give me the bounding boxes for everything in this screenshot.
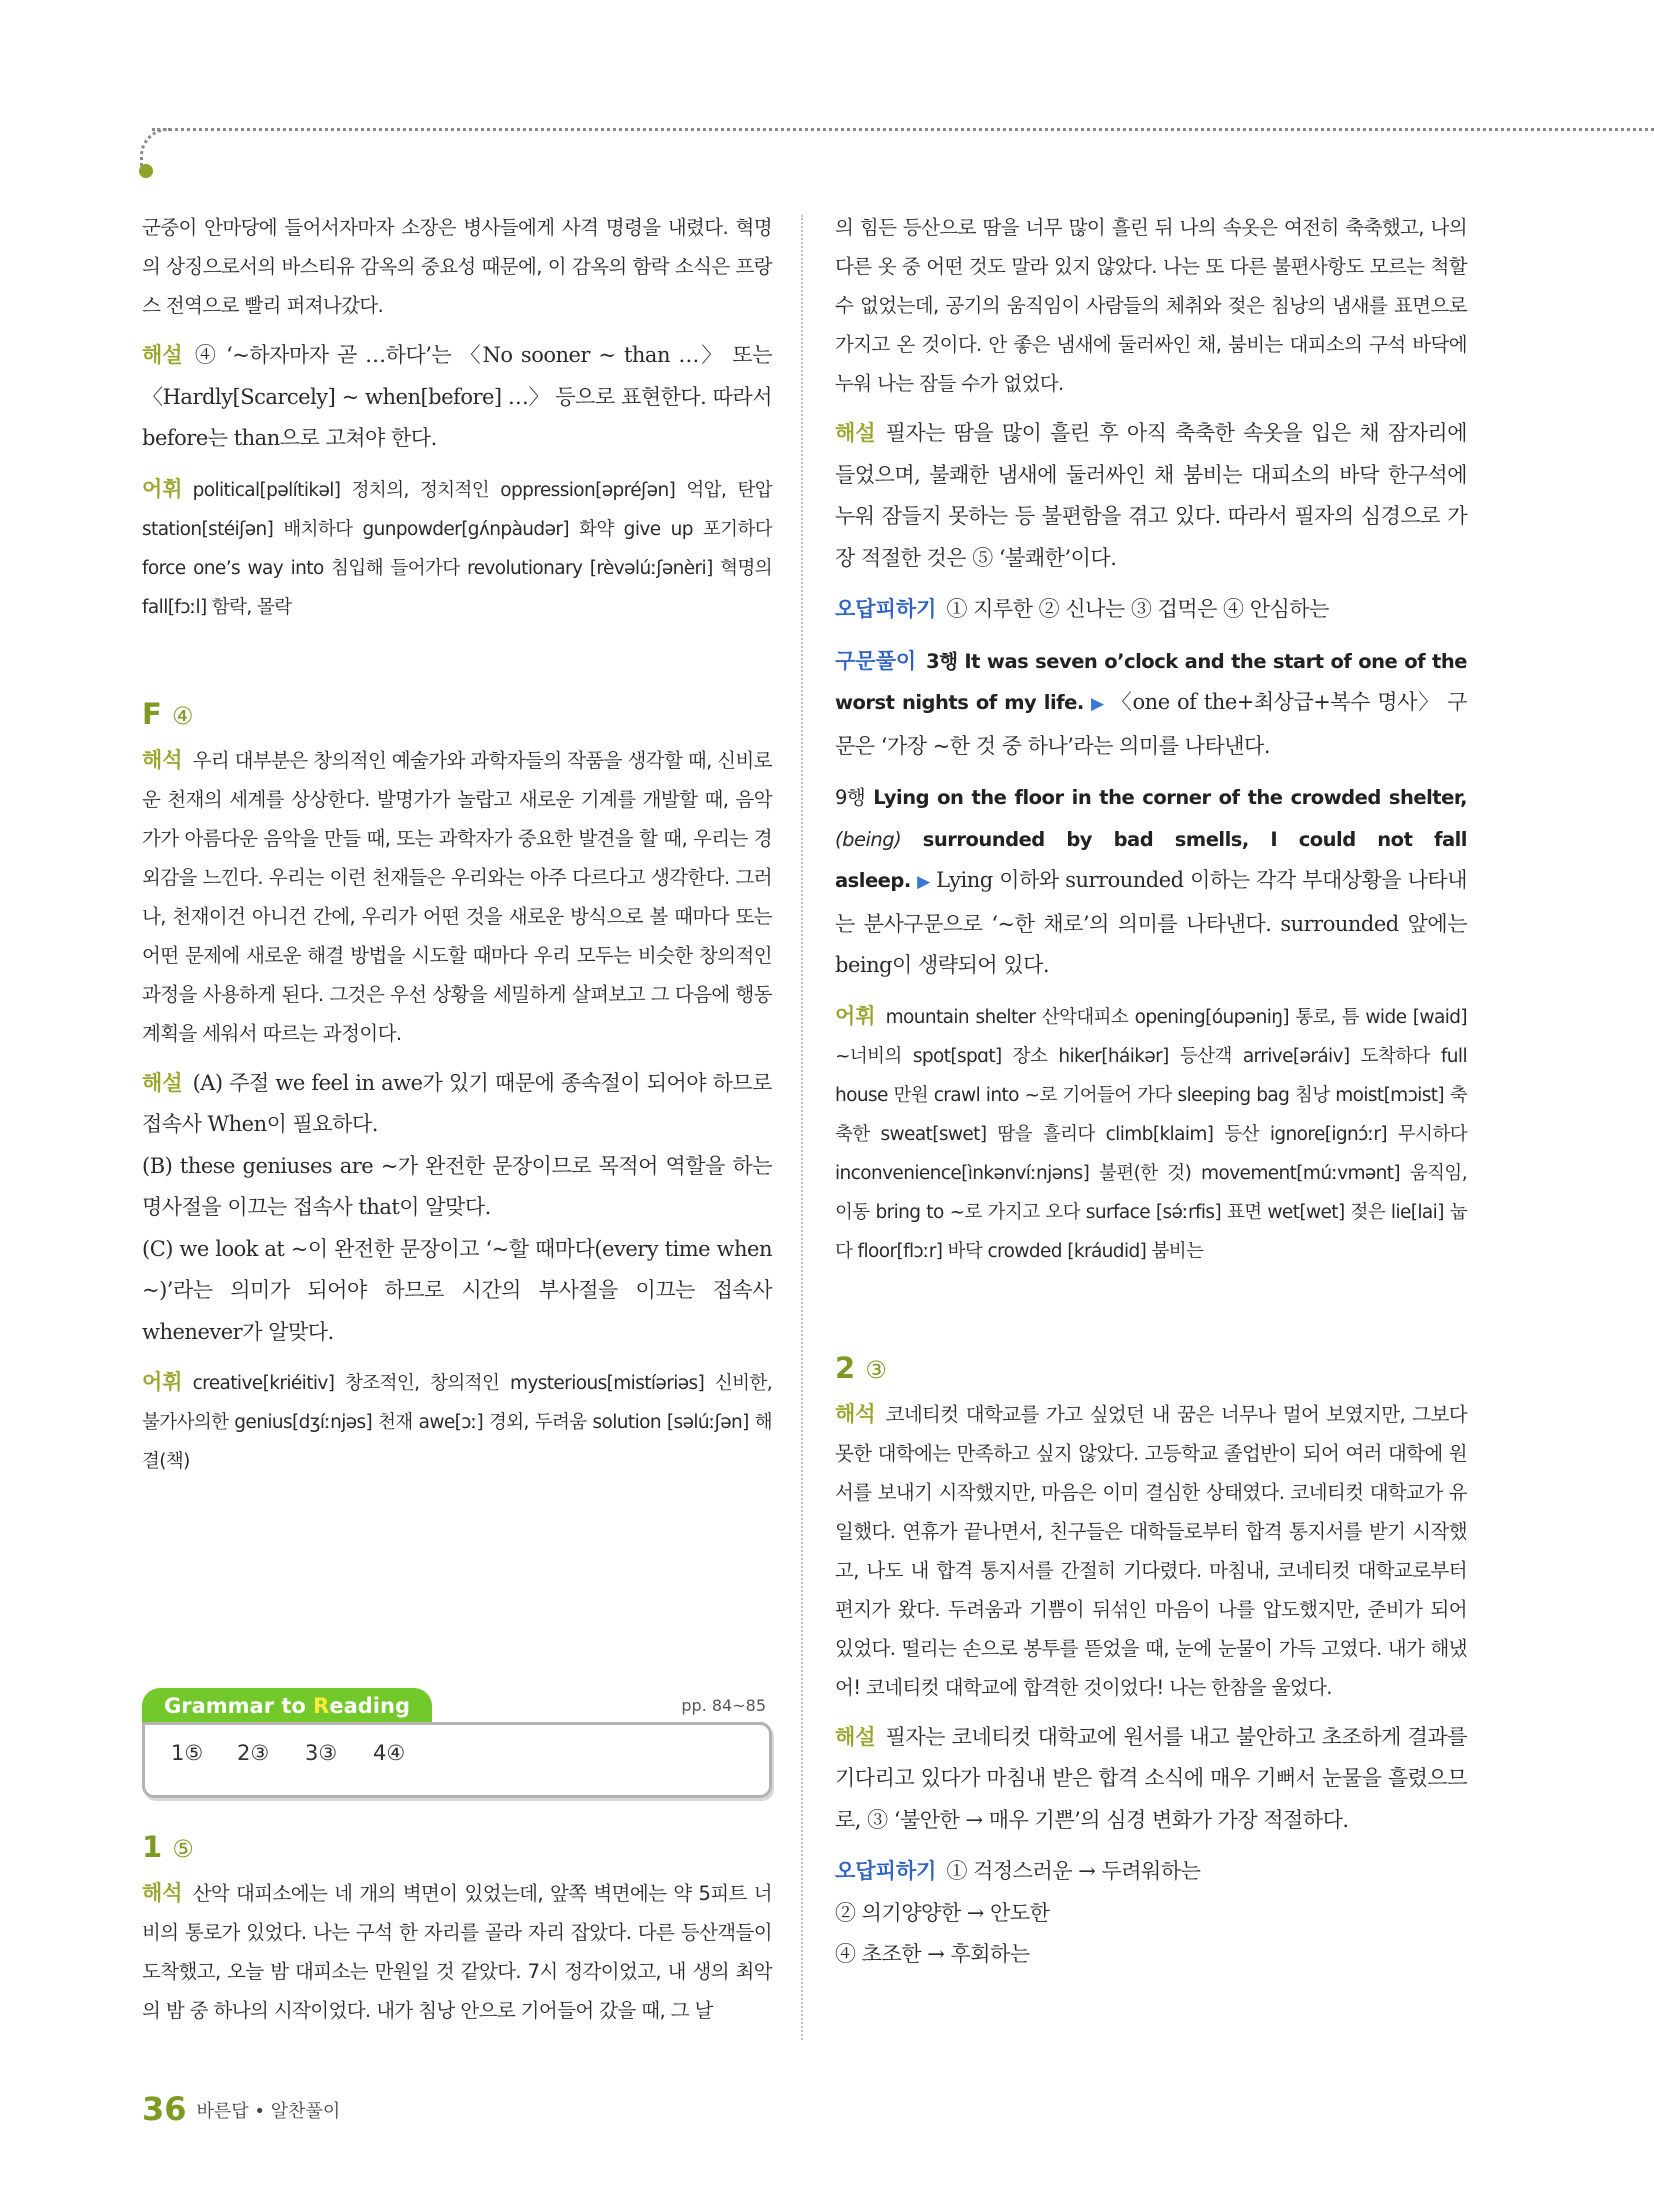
answer-key-item: 3③ [305, 1741, 338, 1765]
header-dot-ornament [139, 164, 153, 178]
q2-wrong-answer-2: ② 의기양양한 → 안도한 [835, 1900, 1050, 1925]
explanation-label: 해설 [142, 343, 183, 367]
f-translation-label: 해석 [142, 747, 183, 772]
question-2-heading [835, 1347, 1467, 1391]
q1-translation-block [142, 1874, 772, 2030]
page-footer [142, 2090, 340, 2128]
q1-explanation-block [835, 413, 1467, 579]
q1-translation-text: 산악 대피소에는 네 개의 벽면이 있었는데, 앞쪽 벽면에는 약 5피트 너비의 통로가 있었다. 나는 구석 한 자리를 골라 자리 잡았다. 다른 등산객들이 도착했고, 오늘 밤 대피소는 만원일 것 같았다. 7시 정각이었고, 내 생의 최악의 밤 중 하나의 시작이었다. 내가 침낭 안으로 기어들어 갔을 때, 그 날 [142, 1882, 772, 2022]
question-f-title: F [142, 696, 162, 731]
q2-wrong-answers-block [835, 1851, 1467, 1893]
f-translation-block [142, 741, 772, 1053]
syntax-omitted-word: (being) [835, 827, 902, 851]
syntax-line-ref: 3행 [926, 649, 958, 673]
syntax-label: 구문풀이 [835, 648, 917, 673]
f-explanation-block [142, 1063, 772, 1146]
q2-explanation-text: 필자는 코네티컷 대학교에 원서를 내고 불안하고 초조하게 결과를 기다리고 있다가 마침내 받은 합격 소식에 매우 기뻐서 눈물을 흘렸으므로, ③ ‘불안한 → 매우 기쁜’의 심경 변화가 가장 적절하다. [835, 1724, 1467, 1832]
header-dotted-curve [140, 128, 171, 167]
answer-key-item: 1⑤ [171, 1741, 204, 1765]
q2-translation-text: 코네티컷 대학교를 가고 싶었던 내 꿈은 너무나 멀어 보였지만, 그보다 못한 대학에는 만족하고 싶지 않았다. 고등학교 졸업반이 되어 여러 대학에 원서를 보내기 시작했지만, 마음은 이미 결심한 상태였다. 코네티컷 대학교가 유일했다. 연휴가 끝나면서, 친구들은 대학들로부터 합격 통지서를 받기 시작했고, 나도 내 합격 통지서를 간절히 기다렸다. 마침내, 코네티컷 대학교로부터 편지가 왔다. 두려움과 기쁨이 뒤섞인 마음이 나를 압도했지만, 준비가 되어 있었다. 떨리는 손으로 봉투를 뜯었을 때, 눈에 눈물이 가득 고였다. 내가 해냈어! 코네티컷 대학교에 합격한 것이었다! 나는 한참을 울었다. [835, 1402, 1467, 1699]
f-explanation-b: (B) these geniuses are ~가 완전한 문장이므로 목적어 역할을 하는 명사절을 이끄는 접속사 that이 알맞다. [142, 1153, 772, 1219]
vocab-block [142, 470, 772, 627]
answer-key-item: 2③ [237, 1741, 270, 1765]
q1-vocab-label: 어휘 [835, 1003, 876, 1028]
question-f-answer: ④ [171, 701, 194, 730]
question-1-title: 1 [142, 1830, 163, 1864]
syntax-block-1 [835, 641, 1467, 768]
triangle-arrow-icon: ▶ [1089, 694, 1105, 714]
q1-vocab-block [835, 997, 1467, 1271]
syntax-explanation: Lying 이하와 surrounded 이하는 각각 부대상황을 나타내는 분사구문으로 ‘~한 채로’의 의미를 나타낸다. surrounded 앞에는 being이 생략되어 있다. [835, 868, 1467, 977]
question-1-section [142, 1826, 772, 2040]
wrong-answers-text: ① 지루한 ② 신나는 ③ 겁먹은 ④ 안심하는 [946, 597, 1329, 621]
header-dotted-line [152, 128, 1654, 131]
question-f-heading [142, 693, 772, 737]
wrong-answers-label: 오답피하기 [835, 597, 937, 621]
explanation-block [142, 335, 772, 460]
question-1-answer: ⑤ [172, 1835, 194, 1863]
column-divider [801, 215, 803, 2040]
page-number: 36 [142, 2090, 187, 2128]
triangle-arrow-icon: ▶ [916, 872, 931, 892]
f-explanation-label: 해설 [142, 1070, 183, 1095]
f-explanation-c: (C) we look at ~이 완전한 문장이고 ‘~할 때마다(every time when ~)’라는 의미가 되어야 하므로 시간의 부사절을 이끄는 접속사 whenever가 알맞다. [142, 1236, 772, 1344]
vocab-label: 어휘 [142, 476, 183, 501]
answer-key-box [142, 1722, 772, 1798]
syntax-block-2 [835, 777, 1467, 987]
q1-translation-continued: 의 힘든 등산으로 땀을 너무 많이 흘린 뒤 나의 속옷은 여전히 축축했고, 나의 다른 옷 중 어떤 것도 말라 있지 않았다. 나는 또 다른 불편사항도 모르는 척할 수 없었는데, 공기의 움직임이 사람들의 체취와 젖은 침낭의 냄새를 표면으로 가지고 온 것이다. 안 좋은 냄새에 둘러싸인 채, 붐비는 대피소의 구석 바닥에 누워 나는 잠들 수가 없었다. [835, 216, 1467, 395]
q1-translation-label: 해석 [142, 1881, 183, 1905]
f-vocab-label: 어휘 [142, 1370, 183, 1394]
q2-wrong-answer-3: ④ 초조한 → 후회하는 [835, 1942, 1030, 1966]
question-2-title: 2 [835, 1350, 856, 1385]
q2-translation-label: 해석 [835, 1401, 876, 1426]
syntax-sentence: surrounded by bad smells, I could not fall asleep. [835, 827, 1467, 892]
grammar-to-reading-tab: Grammar to Reading [142, 1688, 432, 1724]
syntax-explanation: 〈one of the+최상급+복수 명사〉 구문은 ‘가장 ~한 것 중 하나’라는 의미를 나타낸다. [835, 690, 1468, 758]
q2-wrong-answer-1: ① 걱정스러운 → 두려워하는 [946, 1859, 1201, 1883]
f-vocab-block [142, 1363, 772, 1481]
q2-explanation-block [835, 1717, 1467, 1842]
q2-explanation-label: 해설 [835, 1724, 876, 1749]
q1-wrong-answers-block [835, 589, 1467, 631]
vocab-text: political[pəlítikəl] 정치의, 정치적인 oppression[əpréʃən] 억압, 탄압 station[stéiʃən] 배치하다 gunpowder[gʌ́npàudər] 화약 give up 포기하다 force one’s way into 침입해 들어가다 revolutionary [rèvəlúːʃənèri] 혁명의 fall[fɔːl] 함락, 몰락 [142, 479, 772, 618]
intro-paragraph: 군중이 안마당에 들어서자마자 소장은 병사들에게 사격 명령을 내렸다. 혁명의 상징으로서의 바스티유 감옥의 중요성 때문에, 이 감옥의 함락 소식은 프랑스 전역으로 빨리 퍼져나갔다. [142, 216, 772, 317]
grammar-to-reading-pages: pp. 84~85 [681, 1696, 766, 1715]
q2-wrong-answers-label: 오답피하기 [835, 1859, 937, 1883]
f-explanation-a: (A) 주절 we feel in awe가 있기 때문에 종속절이 되어야 하므로 접속사 When이 필요하다. [142, 1070, 772, 1136]
right-column [835, 208, 1467, 1986]
syntax-line-ref: 9행 [835, 786, 866, 809]
f-translation-text: 우리 대부분은 창의적인 예술가와 과학자들의 작품을 생각할 때, 신비로운 천재의 세계를 상상한다. 발명가가 놀랍고 새로운 기계를 개발할 때, 음악가가 아름다운 음악을 만들 때, 또는 과학자가 중요한 발견을 할 때, 우리는 경외감을 느낀다. 우리는 이런 천재들은 우리와는 아주 다르다고 생각한다. 그러나, 천재이건 아니건 간에, 우리가 어떤 것을 새로운 방식으로 볼 때마다 또는 어떤 문제에 새로운 해결 방법을 시도할 때마다 우리 모두는 비슷한 창의적인 과정을 사용하게 된다. 그것은 우선 상황을 세밀하게 살펴보고 그 다음에 행동 계획을 세워서 따르는 과정이다. [142, 748, 772, 1045]
explanation-text: ④ ‘~하자마자 곧 …하다’는 〈No sooner ~ than …〉 또는 〈Hardly[Scarcely] ~ when[before] …〉 등으로 표현한다. 따라서 before는 than으로 고쳐야 한다. [142, 343, 772, 450]
f-vocab-text: creative[kriéitiv] 창조적인, 창의적인 mysterious[mistíəriəs] 신비한, 불가사의한 genius[dʒíːnjəs] 천재 awe[ɔː] 경외, 두려움 solution [səlúːʃən] 해결(책) [142, 1373, 772, 1472]
q1-vocab-text: mountain shelter 산악대피소 opening[óupəniŋ] 통로, 틈 wide [waid] ~너비의 spot[spɑt] 장소 hiker[háikər] 등산객 arrive[əráiv] 도착하다 full house 만원 crawl into ~로 기어들어 가다 sleeping bag 침낭 moist[mɔist] 축축한 sweat[swet] 땀을 흘리다 climb[klaim] 등산 ignore[ignɔ́ːr] 무시하다 inconvenience[ìnkənvíːnjəns] 불편(한 것) movement[múːvmənt] 움직임, 이동 bring to ~로 가지고 오다 surface [sə́ːrfis] 표면 wet[wet] 젖은 lie[lai] 눕다 floor[flɔːr] 바닥 crowded [kráudid] 붐비는 [835, 1006, 1467, 1262]
q1-explanation-label: 해설 [835, 421, 876, 445]
question-1-heading [142, 1826, 772, 1870]
left-column [142, 208, 772, 1491]
footer-book-title: 바른답 • 알찬풀이 [196, 2101, 341, 2122]
syntax-sentence: It was seven o’clock and the start of one of the worst nights of my life. [835, 649, 1467, 714]
question-2-answer: ③ [865, 1355, 887, 1384]
syntax-sentence: Lying on the floor in the corner of the crowded shelter, [873, 786, 1467, 809]
q2-translation-block [835, 1395, 1467, 1707]
answer-key-item: 4④ [373, 1741, 406, 1765]
q1-explanation-text: 필자는 땀을 많이 흘린 후 아직 축축한 속옷을 입은 채 잠자리에 들었으며, 불쾌한 냄새에 둘러싸인 채 붐비는 대피소의 바닥 한구석에 누워 잠들지 못하는 등 불편함을 겪고 있다. 따라서 필자의 심경으로 가장 적절한 것은 ⑤ ‘불쾌한’이다. [835, 421, 1467, 570]
